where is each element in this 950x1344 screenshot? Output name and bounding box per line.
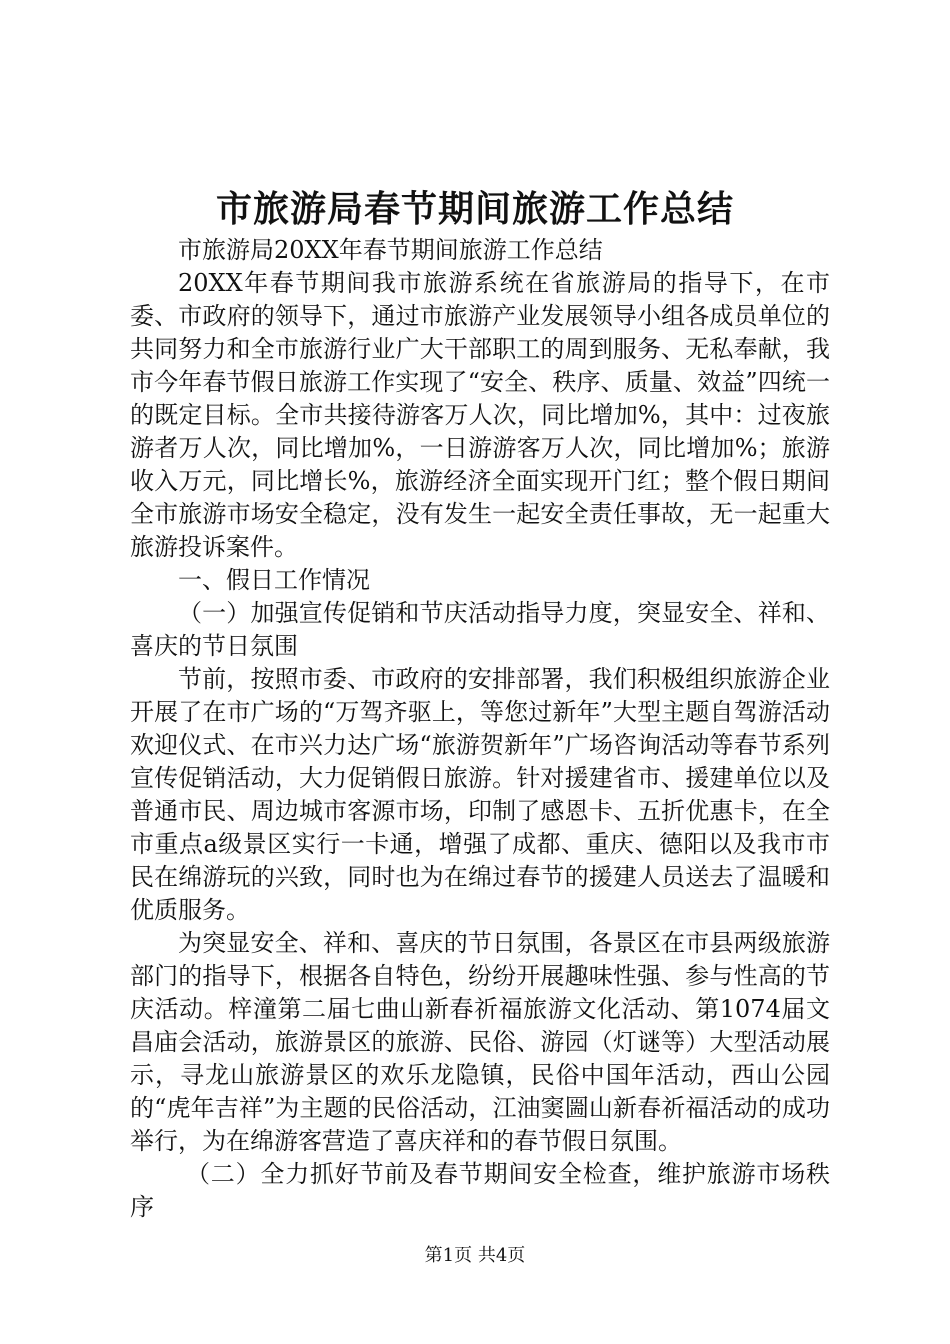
document-title: 市旅游局春节期间旅游工作总结 xyxy=(215,188,734,230)
subtitle-paragraph: 市旅游局20XX年春节期间旅游工作总结 xyxy=(178,236,603,264)
subsection-heading: （二）全力抓好节前及春节期间安全检查，维护旅游市场秩序 xyxy=(130,1160,830,1221)
page-footer: 第1页 共4页 xyxy=(424,1245,526,1266)
section-heading: 一、假日工作情况 xyxy=(178,566,370,594)
body-paragraph: 节前，按照市委、市政府的安排部署，我们积极组织旅游企业开展了在市广场的“万驾齐驱上，等您过新年”大型主题自驾游活动欢迎仪式、在市兴力达广场“旅游贺新年”广场咨询活动等春节系列宣传促销活动，大力促销假日旅游。针对援建省市、援建单位以及普通市民、周边城市客源市场，印制了感恩卡、五折优惠卡，在全市重点a级景区实行一卡通，增强了成都、重庆、德阳以及我市市民在绵游玩的兴致，同时也为在绵过春节的援建人员送去了温暖和优质服务。 xyxy=(130,665,830,924)
intro-paragraph: 20XX年春节期间我市旅游系统在省旅游局的指导下，在市委、市政府的领导下，通过市旅游产业发展领导小组各成员单位的共同努力和全市旅游行业广大干部职工的周到服务、无私奉献，我市今年春节假日旅游工作实现了“安全、秩序、质量、效益”四统一的既定目标。全市共接待游客万人次，同比增加%，其中：过夜旅游者万人次，同比增加%，一日游游客万人次，同比增加%；旅游收入万元，同比增长%，旅游经济全面实现开门红；整个假日期间全市旅游市场安全稳定，没有发生一起安全责任事故，无一起重大旅游投诉案件。 xyxy=(130,269,830,561)
body-paragraph: 为突显安全、祥和、喜庆的节日氛围，各景区在市县两级旅游部门的指导下，根据各自特色，纷纷开展趣味性强、参与性高的节庆活动。梓潼第二届七曲山新春祈福旅游文化活动、第1074届文昌庙会活动，旅游景区的旅游、民俗、游园（灯谜等）大型活动展示，寻龙山旅游景区的欢乐龙隐镇，民俗中国年活动，西山公园的“虎年吉祥”为主题的民俗活动，江油窦圌山新春祈福活动的成功举行，为在绵游客营造了喜庆祥和的春节假日氛围。 xyxy=(130,929,830,1155)
subsection-heading: （一）加强宣传促销和节庆活动指导力度，突显安全、祥和、喜庆的节日氛围 xyxy=(130,599,830,660)
document-body xyxy=(130,234,830,1224)
